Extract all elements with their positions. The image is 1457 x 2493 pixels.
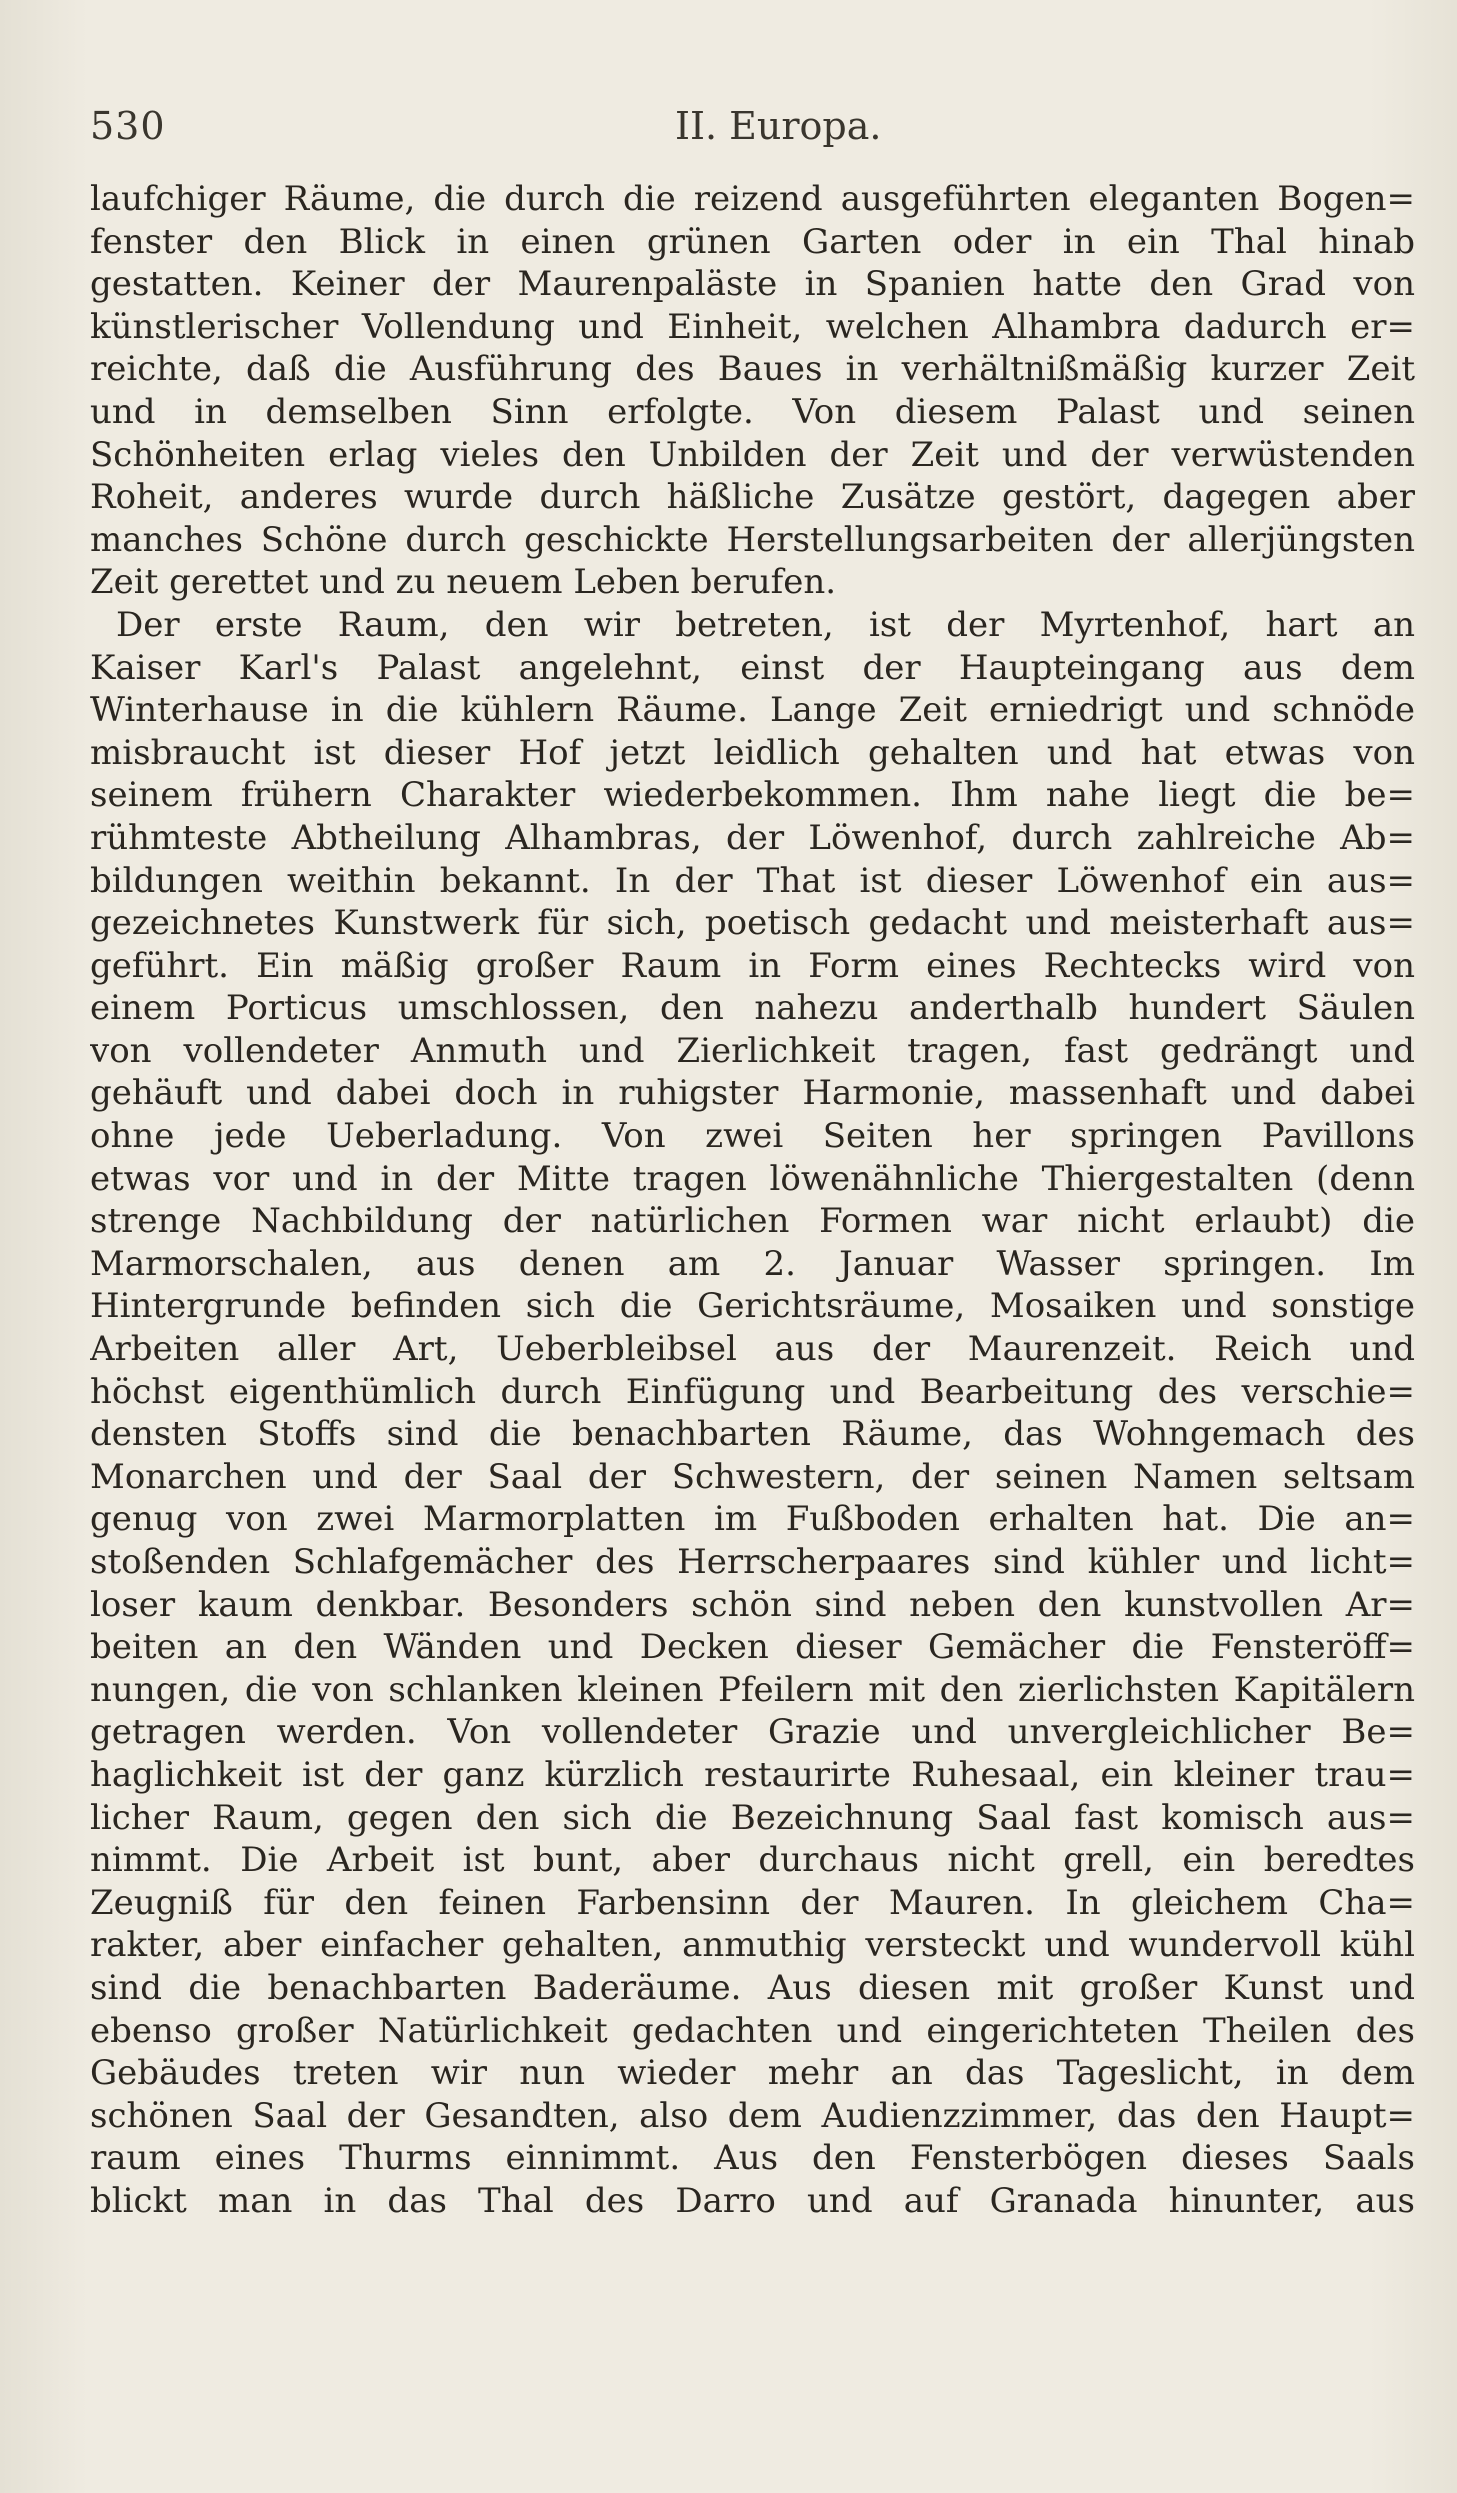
running-head [90, 104, 1420, 154]
text-line: gezeichnetes Kunstwerk für sich, poetisch gedacht und meisterhaft aus= [90, 903, 1415, 944]
text-line: licher Raum, gegen den sich die Bezeichnung Saal fast komisch aus= [90, 1797, 1415, 1838]
page-number: 530 [90, 104, 166, 148]
text-line: misbraucht ist dieser Hof jetzt leidlich gehalten und hat etwas von [90, 732, 1415, 773]
text-line: haglichkeit ist der ganz kürzlich restaurirte Ruhesaal, ein kleiner trau= [90, 1754, 1415, 1795]
text-line: gestatten. Keiner der Maurenpaläste in Spanien hatte den Grad von [90, 264, 1415, 305]
text-line: Roheit, anderes wurde durch häßliche Zusätze gestört, dagegen aber [90, 477, 1415, 518]
text-line: und in demselben Sinn erfolgte. Von diesem Palast und seinen [90, 391, 1415, 432]
text-line: sind die benachbarten Baderäume. Aus diesen mit großer Kunst und [90, 1967, 1415, 2008]
text-line: stoßenden Schlafgemächer des Herrscherpaares sind kühler und licht= [90, 1542, 1415, 1582]
text-line: reichte, daß die Ausführung des Baues in verhältnißmäßig kurzer Zeit [90, 349, 1415, 390]
text-line: loser kaum denkbar. Besonders schön sind neben den kunstvollen Ar= [90, 1584, 1415, 1625]
text-line: künstlerischer Vollendung und Einheit, welchen Alhambra dadurch er= [90, 306, 1415, 347]
text-line: Monarchen und der Saal der Schwestern, der seinen Namen seltsam [90, 1456, 1415, 1497]
text-line: rühmteste Abtheilung Alhambras, der Löwenhof, durch zahlreiche Ab= [90, 817, 1415, 858]
text-line: Der erste Raum, den wir betreten, ist der Myrtenhof, hart an [116, 604, 1415, 645]
text-line: Arbeiten aller Art, Ueberbleibsel aus der Maurenzeit. Reich und [90, 1329, 1415, 1370]
text-line: von vollendeter Anmuth und Zierlichkeit tragen, fast gedrängt und [90, 1030, 1415, 1071]
text-line: einem Porticus umschlossen, den nahezu anderthalb hundert Säulen [90, 988, 1415, 1029]
text-line: höchst eigenthümlich durch Einfügung und Bearbeitung des verschie= [90, 1371, 1415, 1412]
text-line: schönen Saal der Gesandten, also dem Audienzzimmer, das den Haupt= [90, 2095, 1415, 2136]
text-line: nimmt. Die Arbeit ist bunt, aber durchaus nicht grell, ein beredtes [90, 1840, 1415, 1881]
text-line: strenge Nachbildung der natürlichen Formen war nicht erlaubt) die [90, 1201, 1415, 1242]
text-line: raum eines Thurms einnimmt. Aus den Fensterbögen dieses Saals [90, 2138, 1415, 2179]
body-text [90, 178, 1415, 2223]
text-line: nungen, die von schlanken kleinen Pfeilern mit den zierlichsten Kapitälern [90, 1669, 1415, 1710]
text-line: rakter, aber einfacher gehalten, anmuthig versteckt und wundervoll kühl [90, 1925, 1415, 1966]
running-title: II. Europa. [675, 104, 882, 148]
text-line: Winterhause in die kühlern Räume. Lange Zeit erniedrigt und schnöde [90, 690, 1415, 731]
text-line: Marmorschalen, aus denen am 2. Januar Wasser springen. Im [90, 1243, 1415, 1284]
text-line: seinem frühern Charakter wiederbekommen. Ihm nahe liegt die be= [90, 775, 1415, 816]
text-line: ohne jede Ueberladung. Von zwei Seiten her springen Pavillons [90, 1116, 1415, 1157]
text-line: bildungen weithin bekannt. In der That ist dieser Löwenhof ein aus= [90, 860, 1415, 901]
text-line: geführt. Ein mäßig großer Raum in Form eines Rechtecks wird von [90, 945, 1415, 986]
text-line: blickt man in das Thal des Darro und auf Granada hinunter, aus [90, 2180, 1415, 2221]
text-line: getragen werden. Von vollendeter Grazie und unvergleichlicher Be= [90, 1712, 1415, 1753]
text-line: Gebäudes treten wir nun wieder mehr an das Tageslicht, in dem [90, 2053, 1415, 2094]
text-line: Zeugniß für den feinen Farbensinn der Mauren. In gleichem Cha= [90, 1882, 1415, 1923]
text-line: fenster den Blick in einen grünen Garten oder in ein Thal hinab [90, 221, 1415, 262]
text-line: Kaiser Karl's Palast angelehnt, einst der Haupteingang aus dem [90, 647, 1415, 688]
text-line: densten Stoffs sind die benachbarten Räume, das Wohngemach des [90, 1414, 1415, 1455]
text-line: laufchiger Räume, die durch die reizend ausgeführten eleganten Bogen= [90, 179, 1415, 219]
text-line: genug von zwei Marmorplatten im Fußboden erhalten hat. Die an= [90, 1499, 1415, 1540]
text-line: manches Schöne durch geschickte Herstellungsarbeiten der allerjüngsten [90, 519, 1415, 560]
text-line: Schönheiten erlag vieles den Unbilden der Zeit und der verwüstenden [90, 434, 1415, 475]
text-line: beiten an den Wänden und Decken dieser Gemächer die Fensteröff= [90, 1627, 1415, 1668]
text-line: Zeit gerettet und zu neuem Leben berufen. [90, 562, 837, 603]
text-line: ebenso großer Natürlichkeit gedachten und eingerichteten Theilen des [90, 2010, 1415, 2051]
text-line: Hintergrunde befinden sich die Gerichtsräume, Mosaiken und sonstige [90, 1286, 1415, 1327]
text-line: gehäuft und dabei doch in ruhigster Harmonie, massenhaft und dabei [90, 1073, 1415, 1114]
text-line: etwas vor und in der Mitte tragen löwenähnliche Thiergestalten (denn [90, 1158, 1415, 1199]
